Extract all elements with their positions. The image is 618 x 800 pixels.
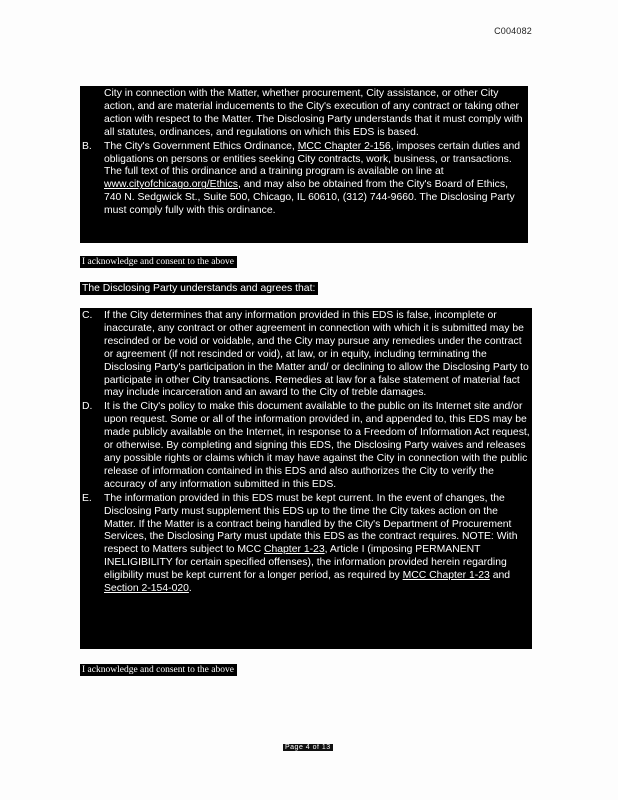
- item-d-letter: D.: [82, 401, 93, 413]
- text-block-top: [80, 86, 528, 243]
- item-e-letter: E.: [82, 492, 92, 504]
- item-e-text-3: and: [489, 570, 511, 582]
- item-e-text: [104, 493, 530, 596]
- section-heading: The Disclosing Party understands and agrees that:: [80, 282, 318, 295]
- section-2-154-020-link[interactable]: Section 2-154-020: [104, 583, 189, 595]
- item-e-text-4: .: [188, 583, 192, 595]
- item-b-letter: B.: [82, 140, 92, 152]
- item-c: [82, 310, 530, 400]
- item-b-text: [104, 141, 528, 218]
- item-e: [82, 493, 530, 596]
- text-block-main: [80, 308, 532, 649]
- item-c-text: If the City determines that any information provided in this EDS is false, incomplete or inaccurate, any contract or other agreement in connection with which it is submitted may be rescinded or be void or voidable, and the City may pursue any remedies under the contract or agreement (if not rescinded or void), at law, or in equity, including terminating the Disclosing Party's participation in the Matter and/ or declining to allow the Disclosing Party to participate in other City transactions. Remedies at law for a false statement of material fact may include incarceration and an award to the City of treble damages.: [104, 310, 529, 399]
- item-b-text-1: The City's Government Ethics Ordinance,: [104, 140, 298, 152]
- mcc-chapter-2-156-link[interactable]: MCC Chapter 2-156: [297, 140, 391, 152]
- item-c-letter: C.: [82, 310, 93, 321]
- item-e-text-2: , Article I (imposing PERMANENT INELIGIBILITY for certain specified offenses), the information provided herein regarding eligibility must be kept current for a longer period, as required by: [104, 544, 507, 582]
- continuation-paragraph: City in connection with the Matter, whether procurement, City assistance, or other City action, and are material inducements to the City's execution of any contract or taking other action with respect to the Matter. The Disclosing Party understands that it must comply with all statutes, ordinances, and regulations on which this EDS is based.: [104, 88, 523, 138]
- mcc-chapter-1-23-link[interactable]: MCC Chapter 1-23: [402, 570, 490, 582]
- acknowledge-consent-2[interactable]: I acknowledge and consent to the above: [80, 664, 237, 676]
- item-b-text-3: , and may also be obtained from the City's Board of Ethics, 740 N. Sedgwick St., Suite 500, Chicago, IL 60610, (312) 744-9660. The Disclosing Party must comply fully with this ordinance.: [104, 179, 515, 217]
- item-e-text-1: The information provided in this EDS must be kept current. In the event of changes, the Disclosing Party must supplement this EDS up to the time the City takes action on the Matter. If the Matter is a contract being handled by the City's Department of Procurement Services, the Disclosing Party must update this EDS as the contract requires. NOTE: With respect to Matters subject to MCC: [104, 492, 518, 556]
- document-id: C004082: [494, 26, 532, 36]
- acknowledge-consent-1[interactable]: I acknowledge and consent to the above: [80, 256, 237, 268]
- item-d-text: It is the City's policy to make this document available to the public on its Internet site and/or upon request. Some or all of the information provided in, and appended to, this EDS may be made publicly available on the Internet, in response to a Freedom of Information Act request, or otherwise. By completing and signing this EDS, the Disclosing Party waives and releases any possible rights or claims which it may have against the City in connection with the public release of information contained in this EDS and also authorizes the City to verify the accuracy of any information submitted in this EDS.: [104, 401, 530, 490]
- chapter-1-23-link[interactable]: Chapter 1-23: [263, 544, 325, 556]
- page-footer: Page 4 of 13: [285, 744, 331, 751]
- item-b: [80, 141, 528, 218]
- item-b-text-2: , imposes certain duties and obligations on persons or entities seeking City contracts, work, business, or transactions. The full text of this ordinance and a training program is available on line at: [104, 140, 521, 178]
- ethics-website-link[interactable]: www.cityofchicago.org/Ethics: [104, 179, 238, 191]
- item-d: [82, 401, 530, 491]
